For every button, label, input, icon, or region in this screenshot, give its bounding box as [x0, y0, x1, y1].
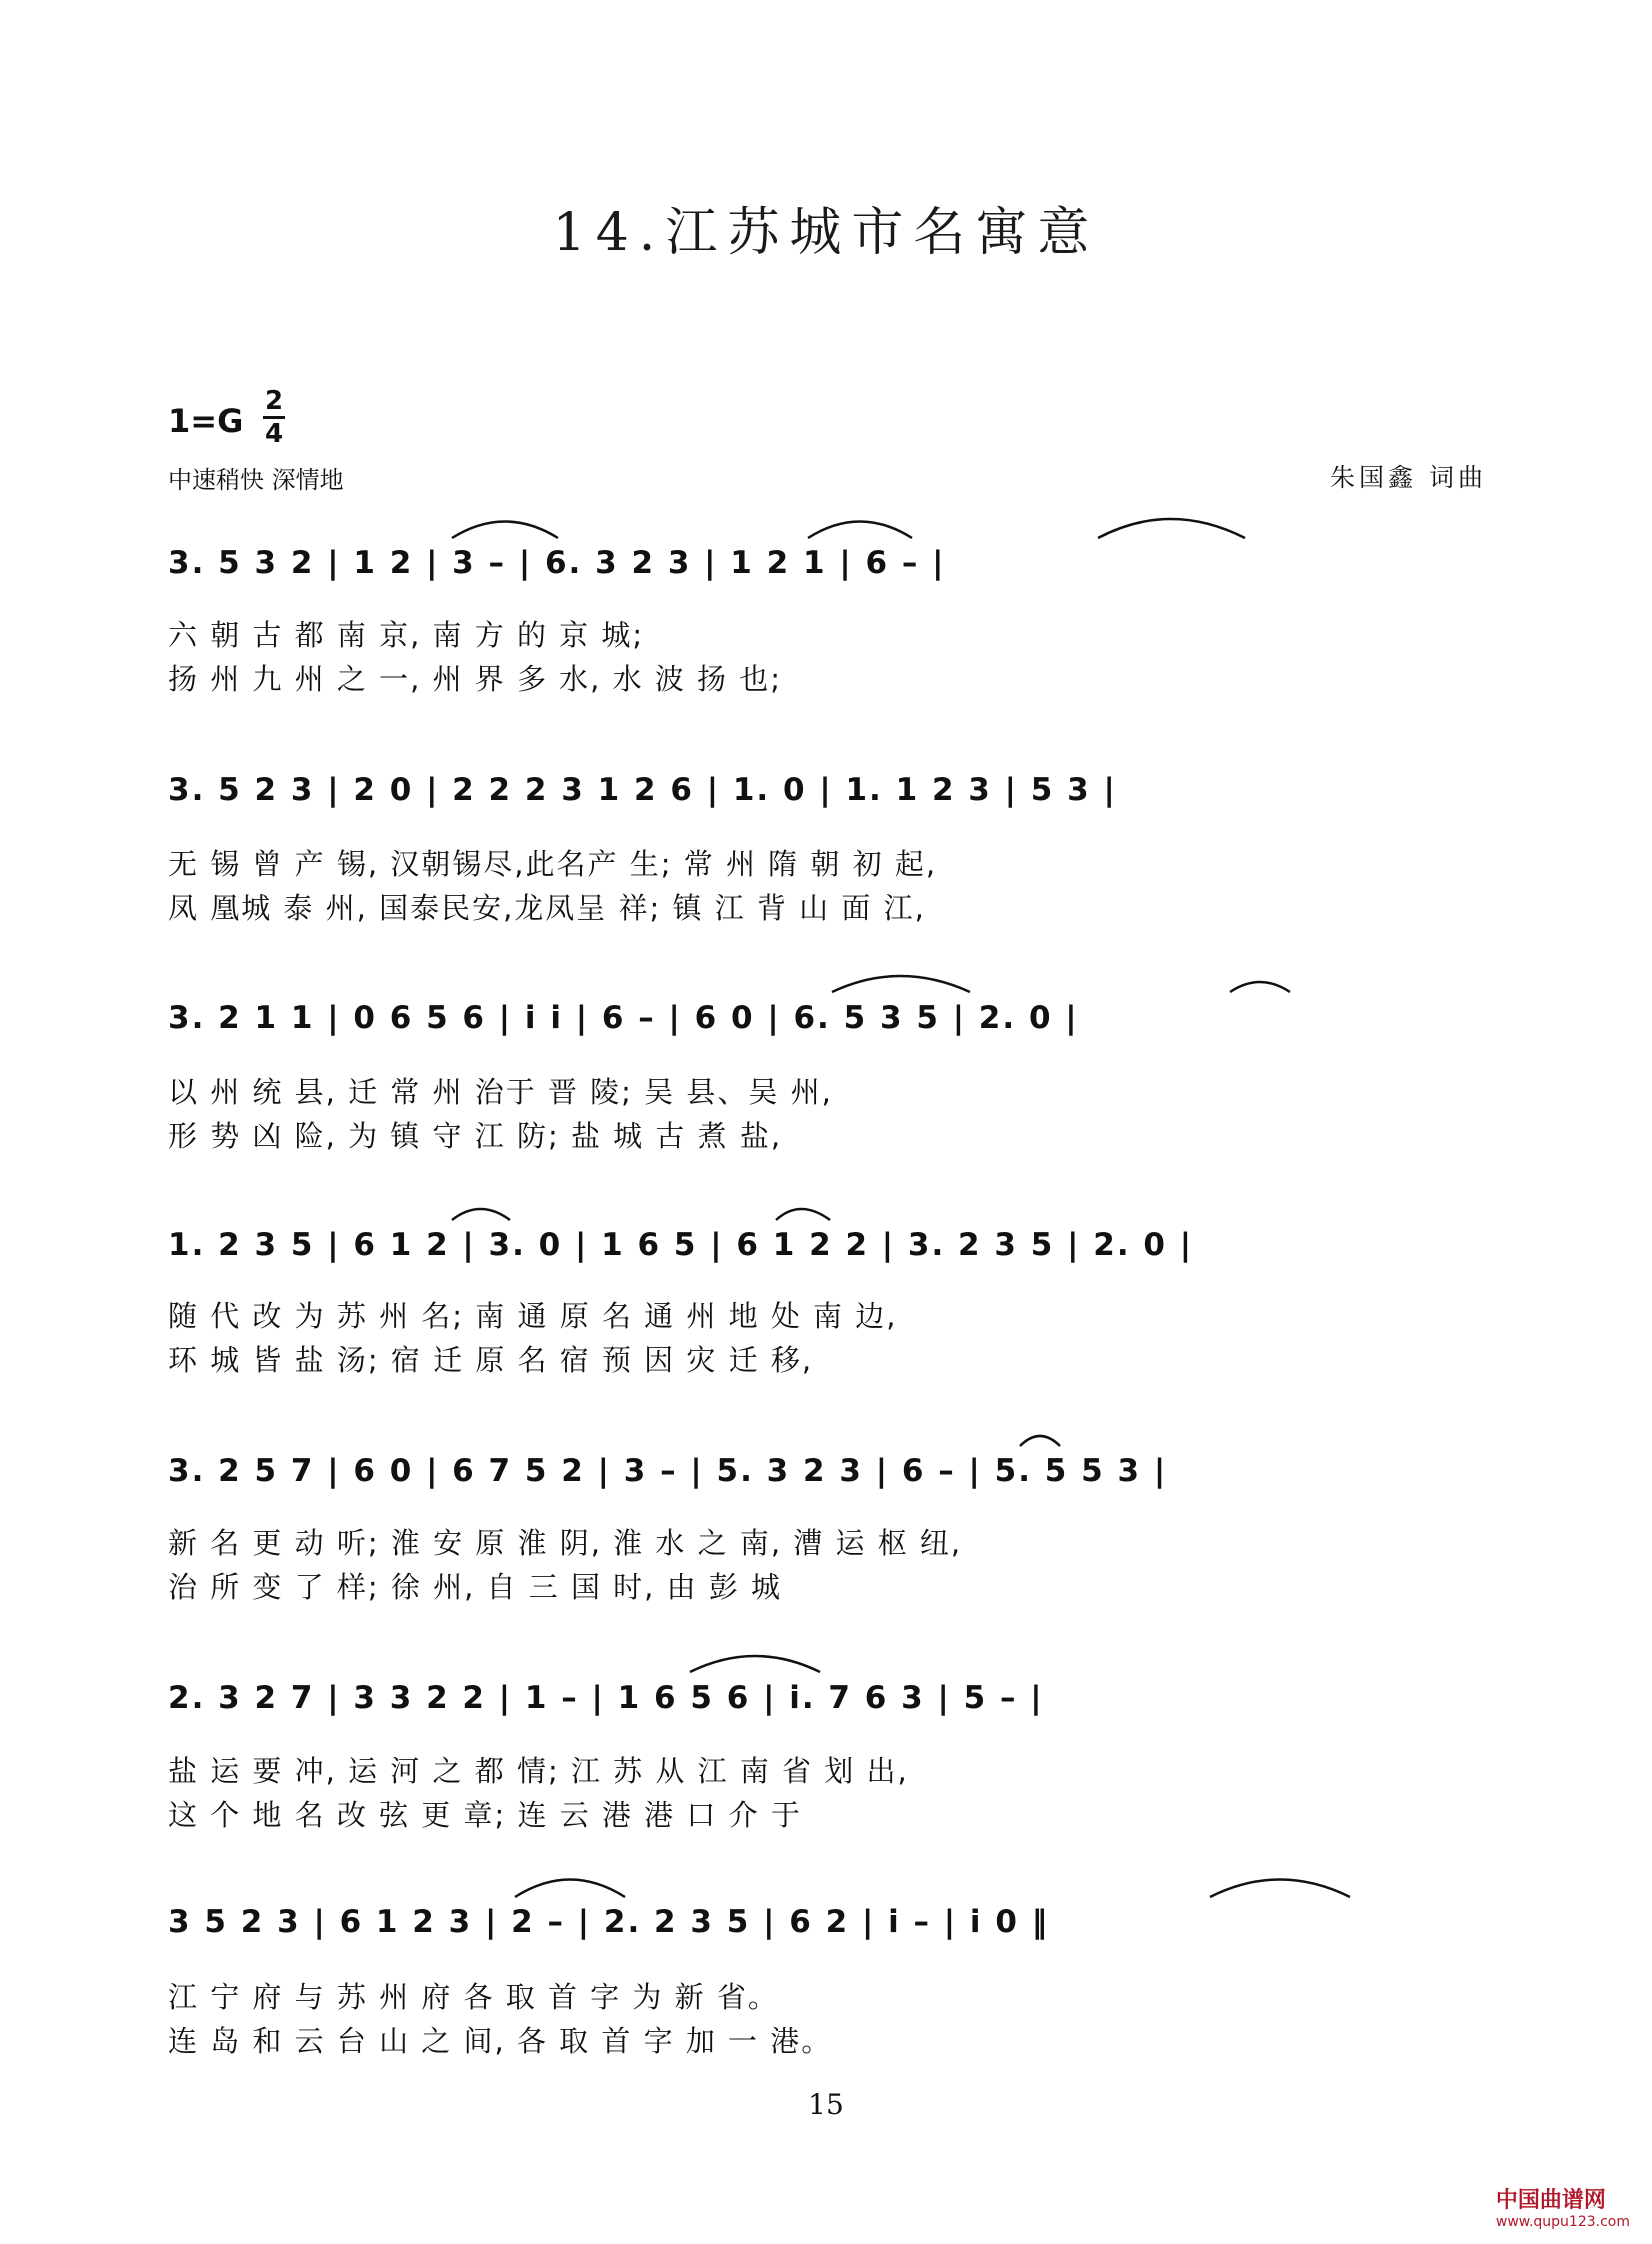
tempo-marking: 中速稍快 深情地: [168, 466, 344, 494]
lyric-line-1: 六 朝 古 都 南 京, 南 方 的 京 城;: [168, 618, 645, 652]
lyric-line-1: 盐 运 要 冲, 运 河 之 都 情; 江 苏 从 江 南 省 划 出,: [168, 1754, 909, 1788]
song-title: 14.江苏城市名寓意: [552, 203, 1100, 263]
lyric-line-2: 环 城 皆 盐 汤; 宿 迁 原 名 宿 预 因 灾 迁 移,: [168, 1343, 814, 1377]
time-signature-bottom: 4: [264, 419, 284, 449]
key-signature: 1=G: [168, 402, 244, 440]
notation-row: 3. 2 5 7 | 6 0 | 6 7 5 2 | 3 – | 5. 3 2 3 | 6 – | 5. 5 5 3 |: [168, 1453, 1168, 1489]
time-signature-top: 2: [264, 386, 284, 416]
lyric-line-2: 形 势 凶 险, 为 镇 守 江 防; 盐 城 古 煮 盐,: [168, 1119, 783, 1153]
notation-row: 3. 5 3 2 | 1 2 | 3 – | 6. 3 2 3 | 1 2 1 | 6 – |: [168, 545, 946, 581]
page-number: 15: [808, 2088, 844, 2121]
lyric-line-2: 连 岛 和 云 台 山 之 间, 各 取 首 字 加 一 港。: [168, 2024, 833, 2058]
lyric-line-1: 新 名 更 动 听; 淮 安 原 淮 阴, 淮 水 之 南, 漕 运 枢 纽,: [168, 1526, 963, 1560]
lyric-line-1: 以 州 统 县, 迁 常 州 治于 晋 陵; 吴 县、吴 州,: [168, 1075, 833, 1109]
time-signature: [262, 386, 286, 449]
lyric-line-2: 治 所 变 了 样; 徐 州, 自 三 国 时, 由 彭 城: [168, 1570, 783, 1604]
notation-row: 1. 2 3 5 | 6 1 2 | 3. 0 | 1 6 5 | 6 1 2 2 | 3. 2 3 5 | 2. 0 |: [168, 1227, 1194, 1263]
lyric-line-1: 随 代 改 为 苏 州 名; 南 通 原 名 通 州 地 处 南 边,: [168, 1299, 898, 1333]
lyric-line-2: 这 个 地 名 改 弦 更 章; 连 云 港 港 口 介 于: [168, 1798, 802, 1832]
notation-row: 3. 2 1 1 | 0 6 5 6 | i i | 6 – | 6 0 | 6. 5 3 5 | 2. 0 |: [168, 1000, 1079, 1036]
notation-row: 2. 3 2 7 | 3 3 2 2 | 1 – | 1 6 5 6 | i. 7 6 3 | 5 – |: [168, 1680, 1044, 1716]
lyric-line-2: 凤 凰城 泰 州, 国泰民安,龙凤呈 祥; 镇 江 背 山 面 江,: [168, 891, 926, 925]
lyric-line-1: 无 锡 曾 产 锡, 汉朝锡尽,此名产 生; 常 州 隋 朝 初 起,: [168, 847, 938, 881]
lyric-line-1: 江 宁 府 与 苏 州 府 各 取 首 字 为 新 省。: [168, 1980, 779, 2014]
watermark-url: www.qupu123.com: [1495, 2214, 1630, 2230]
site-watermark: [1496, 2183, 1630, 2230]
watermark-name: 中国曲谱网: [1495, 2188, 1606, 2213]
notation-row: 3. 5 2 3 | 2 0 | 2 2 2 3 1 2 6 | 1. 0 | 1. 1 2 3 | 5 3 |: [168, 772, 1117, 808]
composer-credit: 朱国鑫 词曲: [1330, 463, 1487, 492]
notation-row: 3 5 2 3 | 6 1 2 3 | 2 – | 2. 2 3 5 | 6 2 | i – | i 0 ‖: [168, 1904, 1050, 1940]
lyric-line-2: 扬 州 九 州 之 一, 州 界 多 水, 水 波 扬 也;: [168, 662, 783, 696]
